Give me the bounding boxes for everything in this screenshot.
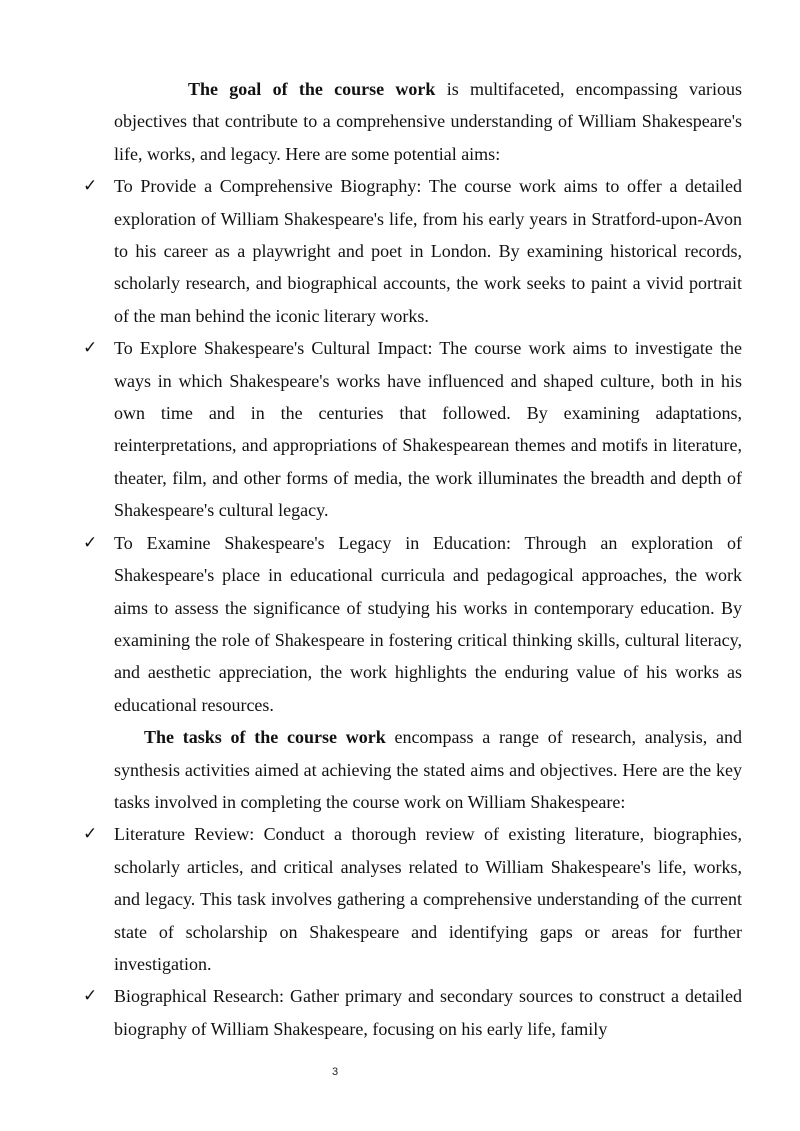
page-number: 3 [331,1066,339,1078]
goal-heading: The goal of the course work [188,79,436,99]
tasks-text: encompass a range of research, analysis, and synthesis activities aimed at achieving the stated aims and objectives. Here are the key tasks involved in completing the course work on William Shakespeare: [114,727,742,812]
checkmark-icon: ✓ [83,824,98,845]
goal-paragraph [114,73,742,170]
aim-item-1 [83,170,742,332]
aim-text-3: To Examine Shakespeare's Legacy in Education: Through an exploration of Shakespeare's place in educational curricula and pedagogical approaches, the work aims to assess the significance of studying his works in contemporary education. By examining the role of Shakespeare in fostering critical thinking skills, cultural literacy, and aesthetic appreciation, the work highlights the enduring value of his works as educational resources. [114,532,742,715]
goal-text: is multifaceted, encompassing various objectives that contribute to a comprehensive understanding of William Shakespeare's life, works, and legacy. Here are some potential aims: [114,79,742,164]
document-body [83,73,742,1045]
checkmark-icon: ✓ [83,532,98,553]
aim-text-1: To Provide a Comprehensive Biography: The course work aims to offer a detailed exploration of William Shakespeare's life, from his early years in Stratford-upon-Avon to his career as a playwright and poet in London. By examining historical records, scholarly research, and biographical accounts, the work seeks to paint a vivid portrait of the man behind the iconic literary works. [114,176,742,326]
checkmark-icon: ✓ [83,176,98,197]
aim-item-2 [83,332,742,526]
task-text-2: Biographical Research: Gather primary and secondary sources to construct a detailed biography of William Shakespeare, focusing on his early life, family [114,986,742,1039]
checkmark-icon: ✓ [83,986,98,1007]
task-item-2 [83,980,742,1045]
aim-text-2: To Explore Shakespeare's Cultural Impact: The course work aims to investigate the ways in which Shakespeare's works have influenced and shaped culture, both in his own time and in the centuries that followed. By examining adaptations, reinterpretations, and appropriations of Shakespearean themes and motifs in literature, theater, film, and other forms of media, the work illuminates the breadth and depth of Shakespeare's cultural legacy. [114,338,742,521]
task-item-1 [83,818,742,980]
aim-item-3 [83,527,742,721]
task-text-1: Literature Review: Conduct a thorough review of existing literature, biographies, scholarly articles, and critical analyses related to William Shakespeare's life, works, and legacy. This task involves gathering a comprehensive understanding of the current state of scholarship on Shakespeare and identifying gaps or areas for further investigation. [114,824,742,974]
tasks-heading: The tasks of the course work [144,727,386,748]
checkmark-icon: ✓ [83,338,98,359]
tasks-paragraph [114,721,742,818]
